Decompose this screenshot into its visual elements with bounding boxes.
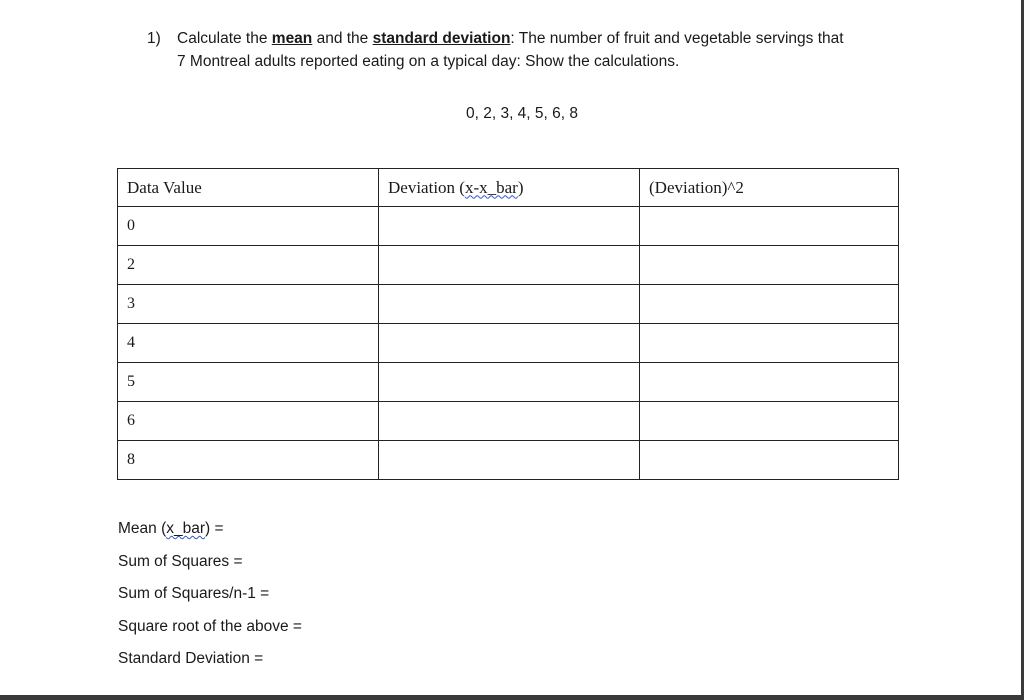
cell-deviation-squared[interactable] [640,207,899,246]
mean-label-suffix: ) = [205,520,224,537]
cell-deviation-squared[interactable] [640,324,899,363]
cell-deviation[interactable] [379,324,640,363]
mean-label-xbar: x_bar [166,520,206,537]
square-root-line: Square root of the above = [118,617,302,635]
header-deviation-prefix: Deviation ( [388,177,465,197]
cell-data-value: 0 [118,207,379,246]
question-rest: : The number of fruit and vegetable servings that [510,30,844,47]
table-row [118,363,899,402]
standard-deviation-keyword: standard deviation [372,30,511,47]
answer-section [118,518,302,681]
header-deviation-suffix: ) [517,177,524,197]
cell-data-value: 2 [118,246,379,285]
dataset-text: 0, 2, 3, 4, 5, 6, 8 [465,105,579,122]
cell-deviation[interactable] [379,285,640,324]
question-number: 1) [147,30,161,47]
sum-of-squares-over-n-line: Sum of Squares/n-1 = [118,585,270,602]
cell-data-value: 5 [118,363,379,402]
table-row [118,324,899,363]
table-header-row [118,169,899,207]
table-row [118,246,899,285]
table-row [118,441,899,480]
table-row [118,285,899,324]
cell-data-value: 8 [118,441,379,480]
question-line-2: 7 Montreal adults reported eating on a typical day: Show the calculations. [177,53,680,70]
cell-deviation-squared[interactable] [640,441,899,480]
cell-deviation[interactable] [379,402,640,441]
cell-deviation[interactable] [379,207,640,246]
cell-deviation-squared[interactable] [640,363,899,402]
header-deviation-formula: x-x_bar [464,177,518,197]
mean-line [118,518,302,551]
standard-deviation-line: Standard Deviation = [118,650,264,667]
mean-label-prefix: Mean ( [118,520,167,537]
header-data-value: Data Value [118,169,379,207]
cell-deviation-squared[interactable] [640,246,899,285]
cell-data-value: 6 [118,402,379,441]
cell-deviation[interactable] [379,441,640,480]
cell-deviation-squared[interactable] [640,402,899,441]
question-and: and the [312,30,373,47]
header-deviation-squared: (Deviation)^2 [640,169,899,207]
cell-data-value: 4 [118,324,379,363]
table-row [118,402,899,441]
sum-of-squares-line: Sum of Squares = [118,552,243,570]
table-row [118,207,899,246]
question-lead: Calculate the [177,30,272,47]
cell-deviation[interactable] [379,246,640,285]
cell-deviation-squared[interactable] [640,285,899,324]
header-deviation [379,169,640,207]
mean-keyword: mean [271,30,313,47]
question-text [177,27,937,73]
cell-data-value: 3 [118,285,379,324]
cell-deviation[interactable] [379,363,640,402]
calculation-table [117,168,899,480]
dataset-values [0,105,1024,123]
